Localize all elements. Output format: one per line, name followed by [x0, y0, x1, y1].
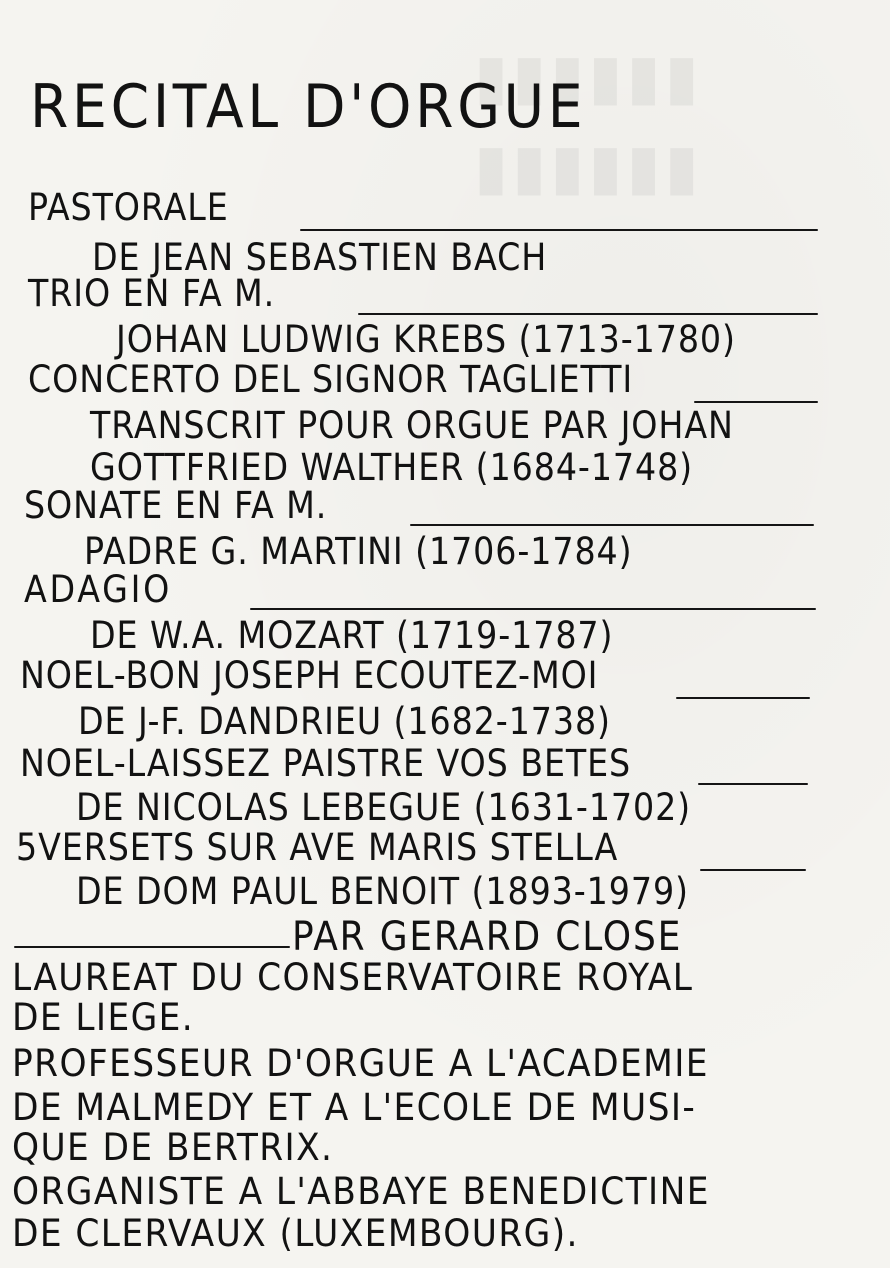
piece-title: NOEL-BON JOSEPH ECOUTEZ-MOI [20, 654, 599, 697]
bleed-through-mark: ▮▮▮▮▮▮ [470, 130, 699, 203]
composer-line: PADRE G. MARTINI (1706-1784) [84, 530, 633, 573]
composer-line: DE JEAN SEBASTIEN BACH [92, 236, 548, 279]
composer-line: DE W.A. MOZART (1719-1787) [90, 614, 614, 657]
piece-title: PASTORALE [28, 186, 229, 229]
page-title: RECITAL D'ORGUE [30, 72, 587, 142]
bio-line: LAUREAT DU CONSERVATOIRE ROYAL [12, 956, 694, 999]
bio-line: PROFESSEUR D'ORGUE A L'ACADEMIE [12, 1042, 709, 1085]
composer-line: DE DOM PAUL BENOIT (1893-1979) [76, 870, 689, 913]
piece-title: 5VERSETS SUR AVE MARIS STELLA [16, 826, 619, 869]
dash-line [300, 229, 818, 231]
dash-line [358, 313, 818, 315]
bio-line: DE CLERVAUX (LUXEMBOURG). [12, 1212, 579, 1255]
dash-line [676, 697, 810, 699]
dash-line [410, 524, 814, 526]
piece-title: ADAGIO [24, 568, 173, 611]
bleed-through-mark: ▮▮▮▮▮▮ [470, 40, 699, 113]
dash-line [698, 783, 808, 785]
composer-line: DE NICOLAS LEBEGUE (1631-1702) [76, 786, 692, 829]
dash-line [694, 401, 818, 403]
composer-line: JOHAN LUDWIG KREBS (1713-1780) [116, 318, 736, 361]
dash-line [250, 608, 816, 610]
piece-title: SONATE EN FA M. [24, 484, 328, 527]
bio-line: DE LIEGE. [12, 996, 195, 1039]
composer-line: GOTTFRIED WALTHER (1684-1748) [90, 446, 694, 489]
bio-line: DE MALMEDY ET A L'ECOLE DE MUSI- [12, 1086, 697, 1129]
bio-line: QUE DE BERTRIX. [12, 1126, 334, 1169]
piece-title: CONCERTO DEL SIGNOR TAGLIETTI [28, 358, 634, 401]
dash-line [700, 869, 806, 871]
piece-title: NOEL-LAISSEZ PAISTRE VOS BETES [20, 742, 632, 785]
bio-line: ORGANISTE A L'ABBAYE BENEDICTINE [12, 1170, 710, 1213]
piece-title: TRIO EN FA M. [28, 272, 276, 315]
performer-name: PAR GERARD CLOSE [292, 914, 683, 960]
composer-line: DE J-F. DANDRIEU (1682-1738) [78, 700, 611, 743]
dash-line [14, 946, 290, 948]
composer-line: TRANSCRIT POUR ORGUE PAR JOHAN [90, 404, 734, 447]
